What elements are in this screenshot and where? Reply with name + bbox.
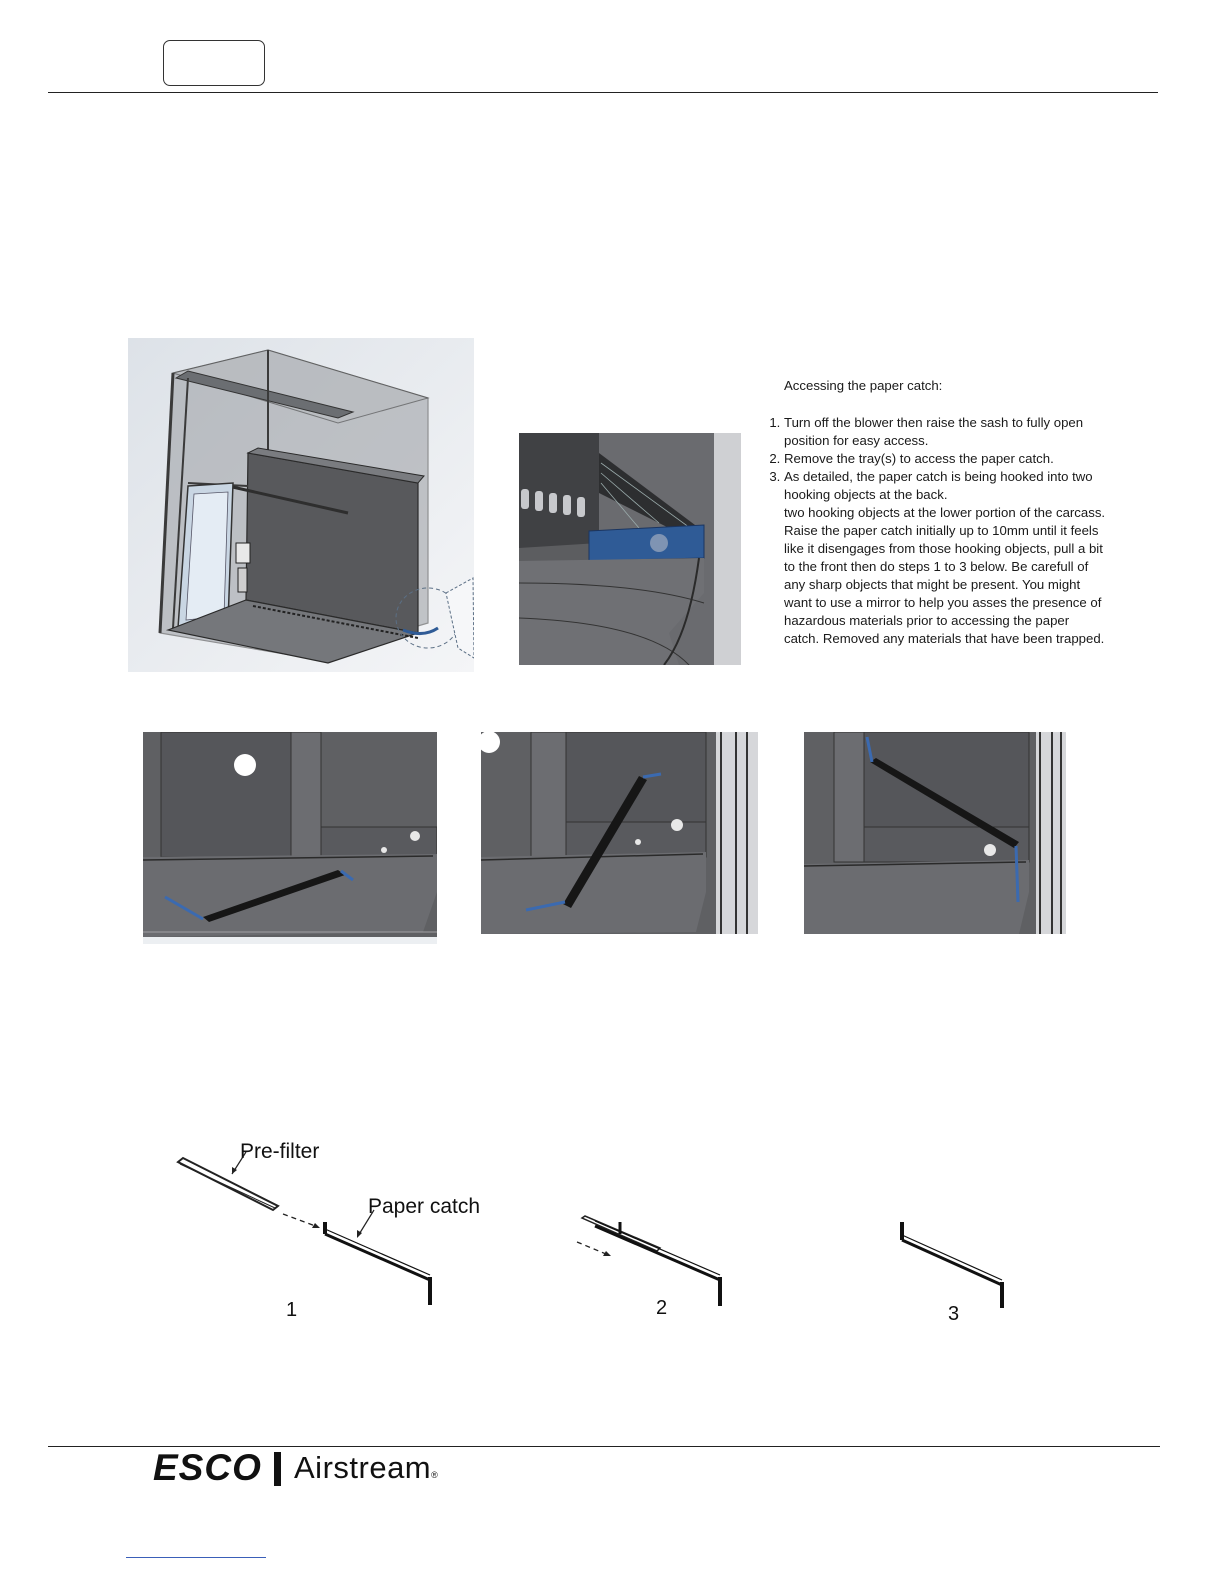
header-rule [48, 92, 1158, 93]
insert-arrow-2 [577, 1242, 606, 1254]
logo-airstream-text: Airstream® [294, 1450, 439, 1485]
papercatch-shape-1 [325, 1222, 430, 1305]
header-page-tab [163, 40, 265, 86]
step-number-2: 2 [656, 1297, 668, 1319]
papercatch-shape-3 [902, 1222, 1002, 1308]
removal-photo-2 [481, 732, 758, 934]
paper-catch-detail-figure [519, 433, 741, 665]
instructions-continuation: two hooking objects at the lower portion of the carcass. Raise the paper catch initially up to 10mm until it feels like it disengages from those hooking objects, pull a bit to the front then do steps 1 to 3 below. Be carefull of any sharp objects that might be present. You might want to use a mirror to help you asses the presence of hazardous materials prior to accessing the paper catch. Removed any materials that have been trapped. [784, 505, 1106, 646]
footer-link-underline[interactable] [126, 1557, 266, 1558]
cabinet-overview-figure [128, 338, 474, 672]
removal-photo-3 [804, 732, 1066, 934]
paper-catch-instructions [766, 377, 1106, 648]
instructions-steps [766, 414, 1106, 504]
papercatch-shape-2 [582, 1216, 720, 1306]
prefilter-label: Pre-filter [240, 1140, 320, 1163]
step-number-3: 3 [948, 1303, 960, 1325]
removal-photo-1 [143, 732, 437, 944]
prefilter-shape [178, 1158, 278, 1210]
instructions-step: 1. Turn off the blower then raise the sash to fully open position for easy access. [784, 414, 1106, 450]
instructions-step: 3. As detailed, the paper catch is being hooked into two hooking objects at the back. [784, 468, 1106, 504]
papercatch-label: Paper catch [368, 1195, 481, 1218]
step-number-1: 1 [286, 1299, 298, 1321]
logo-divider-bar [274, 1452, 281, 1486]
instructions-intro: Accessing the paper catch: [784, 378, 943, 393]
logo-esco-text: ESCO [153, 1447, 262, 1488]
insert-arrow-1 [283, 1214, 318, 1227]
instructions-step: 2. Remove the tray(s) to access the paper catch. [784, 450, 1106, 468]
